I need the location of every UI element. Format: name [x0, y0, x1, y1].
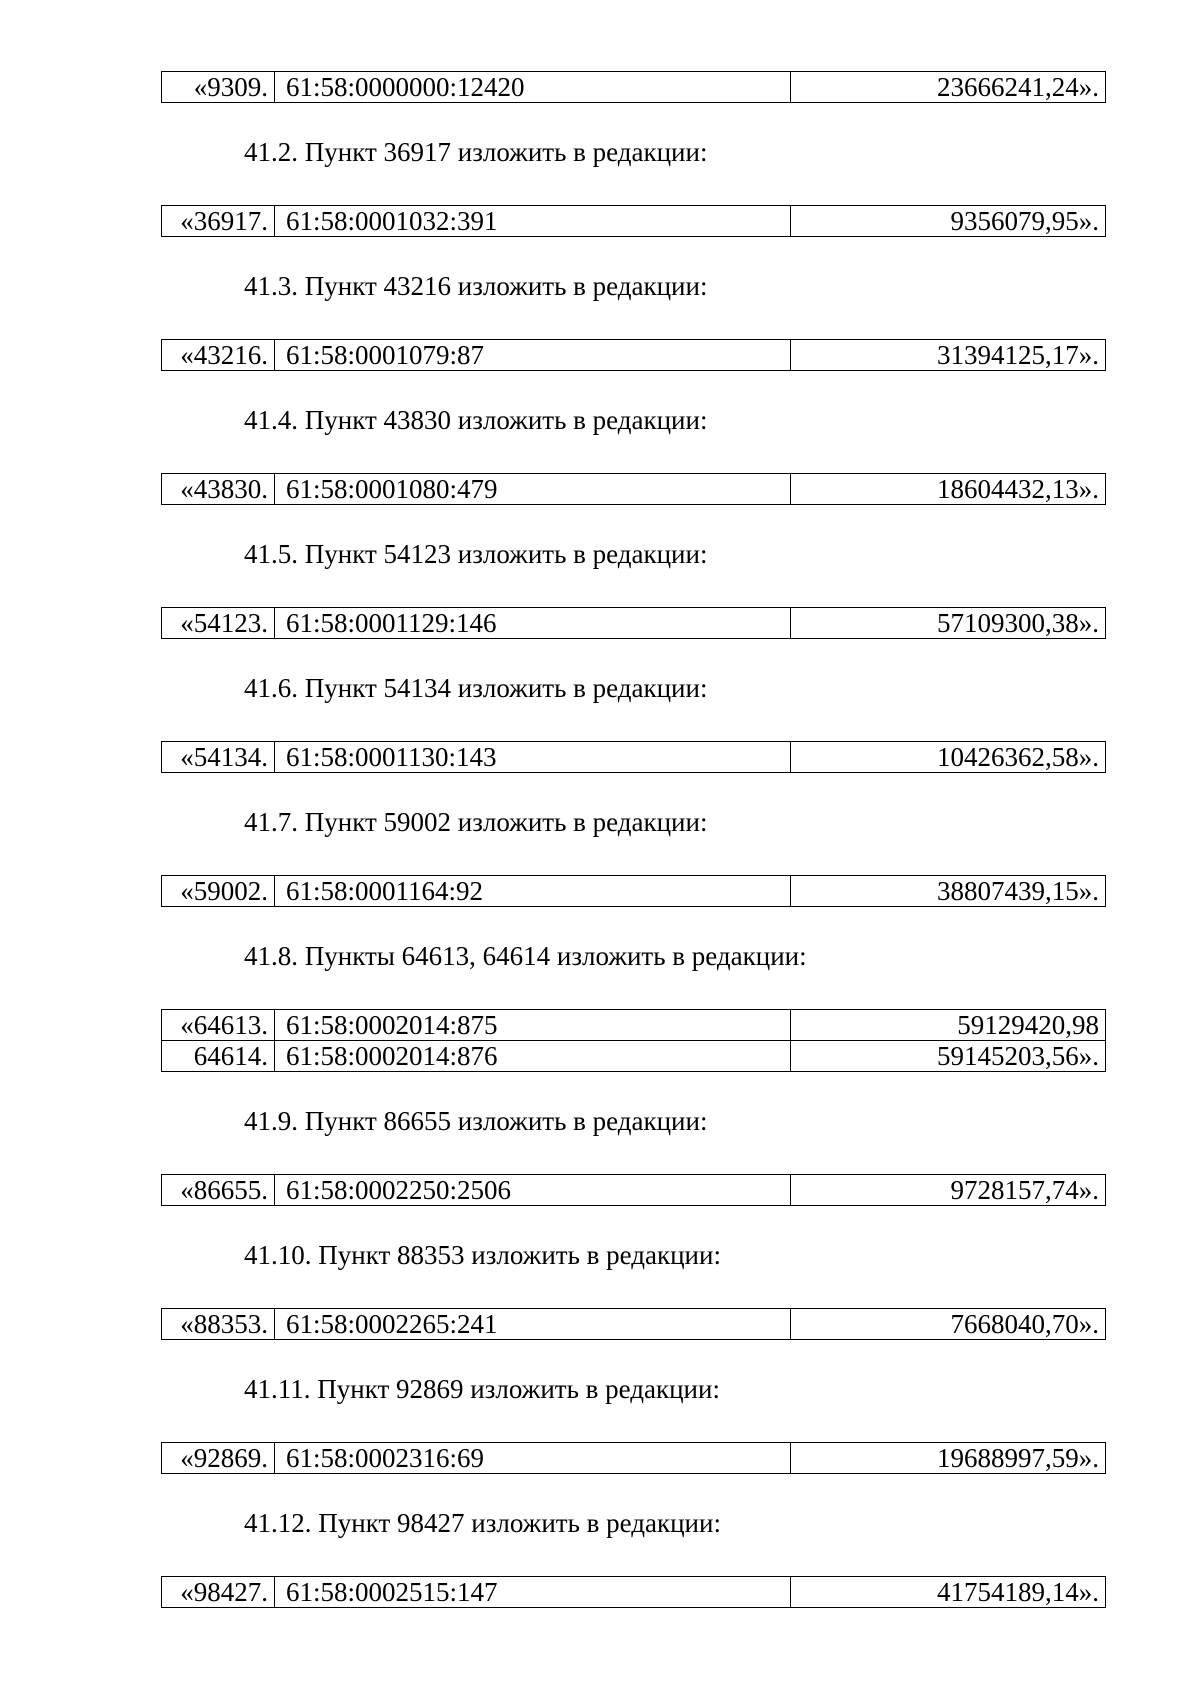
cadastral-number-cell: 61:58:0001129:146 [275, 608, 791, 639]
item-number-cell: «9309. [162, 72, 275, 103]
table-row [162, 206, 1106, 237]
table-row [162, 608, 1106, 639]
cadastral-number-cell: 61:58:0002250:2506 [275, 1175, 791, 1206]
cadastral-number-cell: 61:58:0001164:92 [275, 876, 791, 907]
item-number-cell: «54134. [162, 742, 275, 773]
item-number-cell: «98427. [162, 1577, 275, 1608]
amendment-instruction: 41.4. Пункт 43830 изложить в редакции: [244, 405, 708, 435]
table-row [162, 72, 1106, 103]
cadastral-number-cell: 61:58:0002515:147 [275, 1577, 791, 1608]
cadastral-number-cell: 61:58:0002014:876 [275, 1041, 791, 1072]
table-row [162, 1041, 1106, 1072]
item-number-cell: «86655. [162, 1175, 275, 1206]
table-row [162, 1010, 1106, 1041]
item-number-cell: «92869. [162, 1443, 275, 1474]
item-number-cell: «88353. [162, 1309, 275, 1340]
cadastral-value-cell: 7668040,70». [791, 1309, 1106, 1340]
amendment-table [161, 473, 1106, 505]
amendment-instruction: 41.11. Пункт 92869 изложить в редакции: [244, 1374, 720, 1404]
amendment-table [161, 1442, 1106, 1474]
cadastral-number-cell: 61:58:0002014:875 [275, 1010, 791, 1041]
cadastral-value-cell: 59145203,56». [791, 1041, 1106, 1072]
table-row [162, 1577, 1106, 1608]
cadastral-value-cell: 18604432,13». [791, 474, 1106, 505]
cadastral-number-cell: 61:58:0001130:143 [275, 742, 791, 773]
cadastral-value-cell: 31394125,17». [791, 340, 1106, 371]
item-number-cell: «43830. [162, 474, 275, 505]
amendment-table [161, 1009, 1106, 1072]
table-row [162, 1443, 1106, 1474]
cadastral-value-cell: 9728157,74». [791, 1175, 1106, 1206]
cadastral-value-cell: 23666241,24». [791, 72, 1106, 103]
amendment-table [161, 205, 1106, 237]
item-number-cell: 64614. [162, 1041, 275, 1072]
item-number-cell: «64613. [162, 1010, 275, 1041]
item-number-cell: «43216. [162, 340, 275, 371]
cadastral-value-cell: 9356079,95». [791, 206, 1106, 237]
cadastral-number-cell: 61:58:0001080:479 [275, 474, 791, 505]
cadastral-value-cell: 41754189,14». [791, 1577, 1106, 1608]
amendment-table [161, 1308, 1106, 1340]
item-number-cell: «36917. [162, 206, 275, 237]
amendment-instruction: 41.10. Пункт 88353 изложить в редакции: [244, 1240, 721, 1270]
amendment-instruction: 41.9. Пункт 86655 изложить в редакции: [244, 1106, 708, 1136]
cadastral-value-cell: 38807439,15». [791, 876, 1106, 907]
amendment-table [161, 607, 1106, 639]
cadastral-number-cell: 61:58:0002265:241 [275, 1309, 791, 1340]
amendment-table [161, 339, 1106, 371]
amendment-instruction: 41.6. Пункт 54134 изложить в редакции: [244, 673, 708, 703]
amendment-instruction: 41.7. Пункт 59002 изложить в редакции: [244, 807, 708, 837]
table-row [162, 474, 1106, 505]
cadastral-value-cell: 59129420,98 [791, 1010, 1106, 1041]
table-row [162, 1309, 1106, 1340]
amendment-table [161, 875, 1106, 907]
item-number-cell: «59002. [162, 876, 275, 907]
table-row [162, 1175, 1106, 1206]
table-row [162, 742, 1106, 773]
amendment-instruction: 41.8. Пункты 64613, 64614 изложить в редакции: [244, 941, 807, 971]
cadastral-number-cell: 61:58:0002316:69 [275, 1443, 791, 1474]
cadastral-number-cell: 61:58:0001032:391 [275, 206, 791, 237]
amendment-table [161, 1174, 1106, 1206]
amendment-table [161, 741, 1106, 773]
cadastral-number-cell: 61:58:0001079:87 [275, 340, 791, 371]
amendment-instruction: 41.3. Пункт 43216 изложить в редакции: [244, 271, 708, 301]
amendment-instruction: 41.12. Пункт 98427 изложить в редакции: [244, 1508, 721, 1538]
amendment-table [161, 71, 1106, 103]
cadastral-value-cell: 19688997,59». [791, 1443, 1106, 1474]
table-row [162, 340, 1106, 371]
amendment-instruction: 41.2. Пункт 36917 изложить в редакции: [244, 137, 708, 167]
amendment-table [161, 1576, 1106, 1608]
cadastral-number-cell: 61:58:0000000:12420 [275, 72, 791, 103]
cadastral-value-cell: 10426362,58». [791, 742, 1106, 773]
amendment-instruction: 41.5. Пункт 54123 изложить в редакции: [244, 539, 708, 569]
item-number-cell: «54123. [162, 608, 275, 639]
cadastral-value-cell: 57109300,38». [791, 608, 1106, 639]
table-row [162, 876, 1106, 907]
